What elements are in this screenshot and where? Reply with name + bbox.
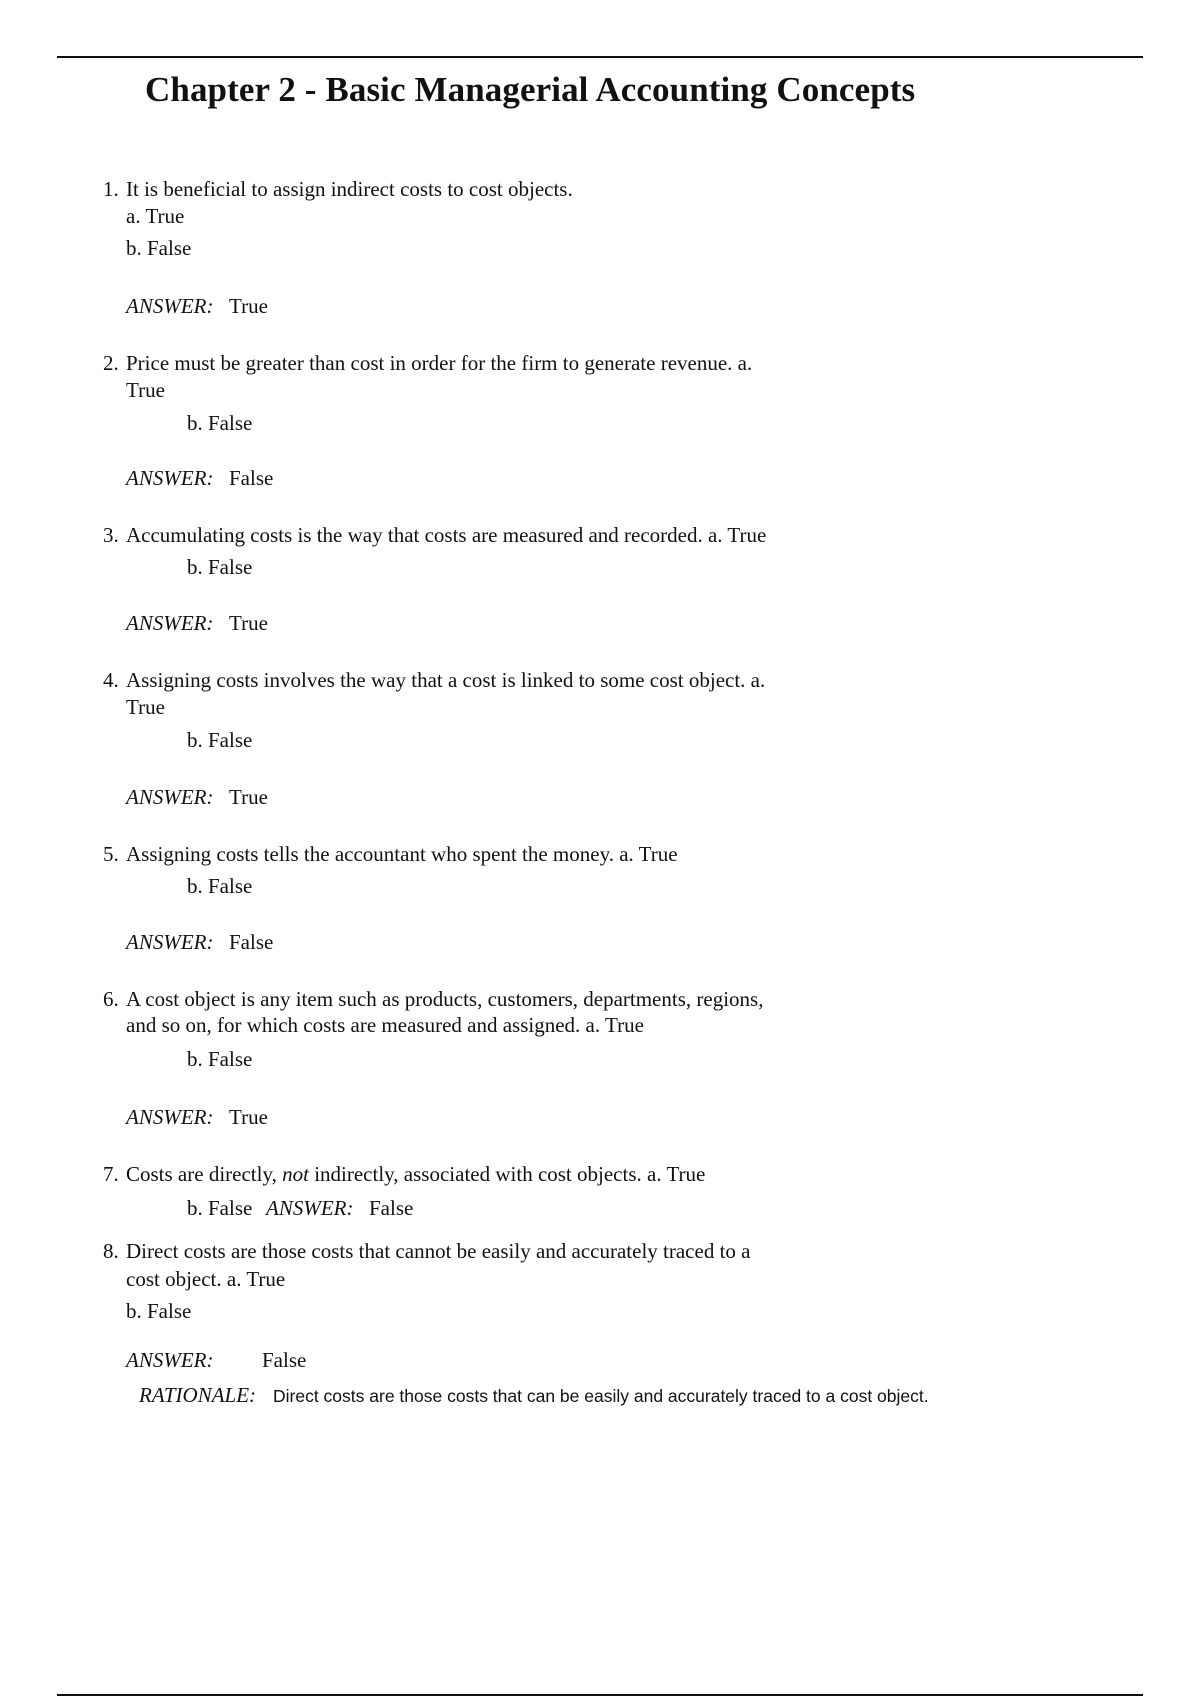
answer-value: False <box>262 1348 307 1372</box>
answer-value: False <box>229 466 274 490</box>
question-text: It is beneficial to assign indirect costs to cost objects. <box>126 177 573 201</box>
question-text: Assigning costs involves the way that a cost is linked to some cost object. a. <box>126 668 766 692</box>
answer-label: ANSWER: <box>126 1105 214 1129</box>
answer-value: True <box>229 1105 268 1129</box>
question-text-emphasis: not <box>282 1162 309 1186</box>
question-number: 2. <box>103 351 119 375</box>
option-b: b. False <box>126 236 192 260</box>
question-number: 7. <box>103 1162 119 1186</box>
option-b: b. False <box>187 728 253 752</box>
answer-label: ANSWER: <box>126 611 214 635</box>
answer-value: False <box>229 930 274 954</box>
rationale-label: RATIONALE: <box>139 1383 257 1407</box>
question-text-continued: True <box>126 695 165 719</box>
question-text: Price must be greater than cost in order for the firm to generate revenue. a. <box>126 351 753 375</box>
option-a: a. True <box>126 204 185 228</box>
question-text-continued: cost object. a. True <box>126 1267 286 1291</box>
answer-label: ANSWER: <box>126 466 214 490</box>
page-title: Chapter 2 - Basic Managerial Accounting Concepts <box>145 70 916 109</box>
question-text-before: Costs are directly, <box>126 1162 283 1186</box>
option-b: b. False <box>187 1047 253 1071</box>
question-text <box>126 1164 705 1185</box>
question-text: Direct costs are those costs that cannot be easily and accurately traced to a <box>126 1239 751 1263</box>
question-text: A cost object is any item such as products, customers, departments, regions, <box>126 987 764 1011</box>
answer-value: True <box>229 785 268 809</box>
question-number: 3. <box>103 523 119 547</box>
answer-label: ANSWER: <box>126 930 214 954</box>
option-b: b. False <box>187 555 253 579</box>
rationale-text: Direct costs are those costs that can be easily and accurately traced to a cost object. <box>273 1386 929 1406</box>
option-b: b. False <box>126 1299 192 1323</box>
answer-label: ANSWER: <box>126 294 214 318</box>
question-text: Accumulating costs is the way that costs are measured and recorded. a. True <box>126 523 767 547</box>
question-number: 8. <box>103 1239 119 1263</box>
question-number: 6. <box>103 987 119 1011</box>
question-text-continued: and so on, for which costs are measured and assigned. a. True <box>126 1013 644 1037</box>
top-rule <box>57 56 1143 58</box>
answer-value: False <box>369 1196 414 1220</box>
question-number: 5. <box>103 842 119 866</box>
bottom-rule <box>57 1694 1143 1696</box>
question-number: 1. <box>103 177 119 201</box>
option-b: b. False <box>187 1196 253 1220</box>
question-text-continued: True <box>126 378 165 402</box>
option-b: b. False <box>187 874 253 898</box>
question-number: 4. <box>103 668 119 692</box>
answer-value: True <box>229 294 268 318</box>
question-text: Assigning costs tells the accountant who spent the money. a. True <box>126 842 678 866</box>
question-text-after: indirectly, associated with cost objects. a. True <box>308 1162 706 1186</box>
answer-label: ANSWER: <box>126 1348 214 1372</box>
answer-value: True <box>229 611 268 635</box>
answer-label: ANSWER: <box>266 1196 354 1220</box>
answer-label: ANSWER: <box>126 785 214 809</box>
option-b: b. False <box>187 411 253 435</box>
